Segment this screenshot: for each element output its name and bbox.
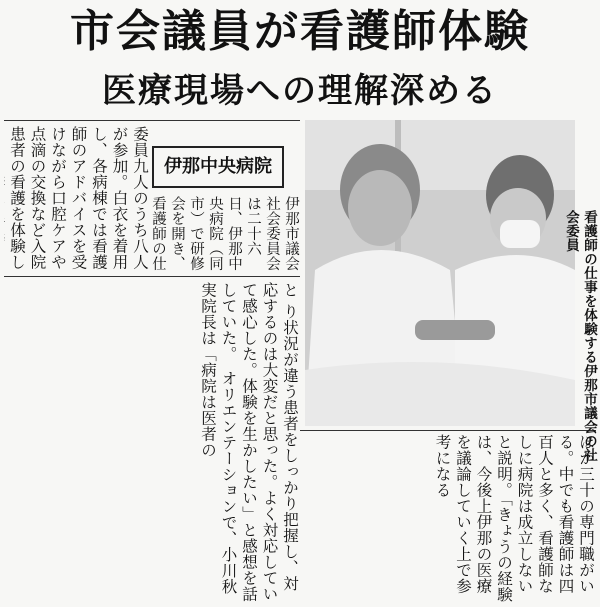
hospital-label: 伊那中央病院 [152, 146, 284, 188]
photo-caption: 看護師の仕事を体験する伊那市議会の社会委員 [563, 210, 597, 462]
article-lead-column: 伊那市議会社会委員会は二十六日、伊那中央病院（同市）で研修会を開き、看護師の仕 [150, 196, 299, 271]
photo-bottom-divider [300, 430, 596, 431]
photo-illustration [305, 120, 575, 426]
article-left-column-upper: 委員九人のうち八人が参加。白衣を着用し、各病棟では看護師のアドバイスを受けながら口腔ケアや点滴の交換など入院患者の看護を体験し [8, 126, 149, 270]
article-right-column-bottom [4, 604, 5, 605]
subheadline: 医療現場への理解深める [102, 71, 498, 111]
headline: 市会議員が看護師体験 [70, 6, 530, 57]
news-photo [305, 120, 575, 426]
middle-divider [4, 276, 300, 277]
top-divider [4, 120, 300, 121]
article-right-column-top: ほか三十の専門職がいる。中でも看護師は四百人と多く、看護師なしに病院は成立しないと説明。「きょうの経験は、今後上伊那の医療を議論していく上で参考になる [433, 434, 595, 603]
article-middle-column: と り状況が違う患者をしっかり把握し、対応するのは大変だと思った。よく対応していて感心した。体験を生かしたい」と感想を話していた。 オリエンテーションで、小川秋実院長は「病院は医者の [199, 282, 299, 602]
